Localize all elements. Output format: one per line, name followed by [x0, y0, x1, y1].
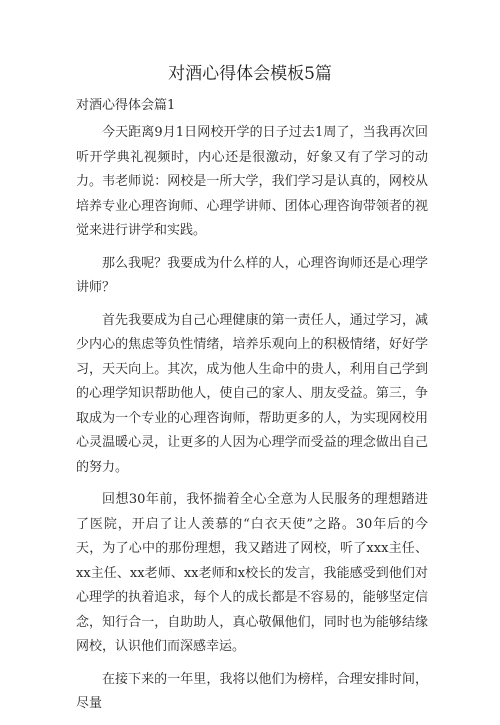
document-title: 对酒心得体会模板5篇: [168, 64, 332, 84]
document-body: [76, 121, 428, 725]
paragraph: 首先我要成为自己心理健康的第一责任人，通过学习，减少内心的焦虑等负性情绪，培养乐观向上的积极情绪，好好学习，天天向上。其次，成为他人生命中的贵人，利用自己学到的心理学知识帮助他人，使自己的家人、朋友受益。第三，争取成为一个专业的心理咨询师，帮助更多的人，为实现网校用心灵温暖心灵，让更多的人因为心理学而受益的理念做出自己的努力。: [76, 312, 428, 475]
section-heading: 对酒心得体会篇1: [76, 98, 176, 113]
paragraph: 今天距离9月1日网校开学的日子过去1周了，当我再次回听开学典礼视频时，内心还是很激动，好象又有了学习的动力。韦老师说：网校是一所大学，我们学习是认真的，网校从培养专业心理咨询师、心理学讲师、团体心理咨询带领者的视觉来进行讲学和实践。: [76, 125, 428, 238]
paragraph: 那么我呢？我要成为什么样的人，心理咨询师还是心理学讲师？: [76, 255, 428, 295]
paragraph: 回想30年前，我怀揣着全心全意为人民服务的理想踏进了医院，开启了让人羡慕的“白衣天使”之路。30年后的今天，为了心中的那份理想，我又踏进了网校，听了xxx主任、xx主任、xx老师、xx老师和x校长的发言，我能感受到他们对心理学的执着追求，每个人的成长都是不容易的，能够坚定信念，知行合一，自助助人，真心敬佩他们，同时也为能够结缘网校，认识他们而深感幸运。: [76, 492, 428, 654]
paragraph: 在接下来的一年里，我将以他们为榜样，合理安排时间，尽量: [76, 671, 428, 711]
